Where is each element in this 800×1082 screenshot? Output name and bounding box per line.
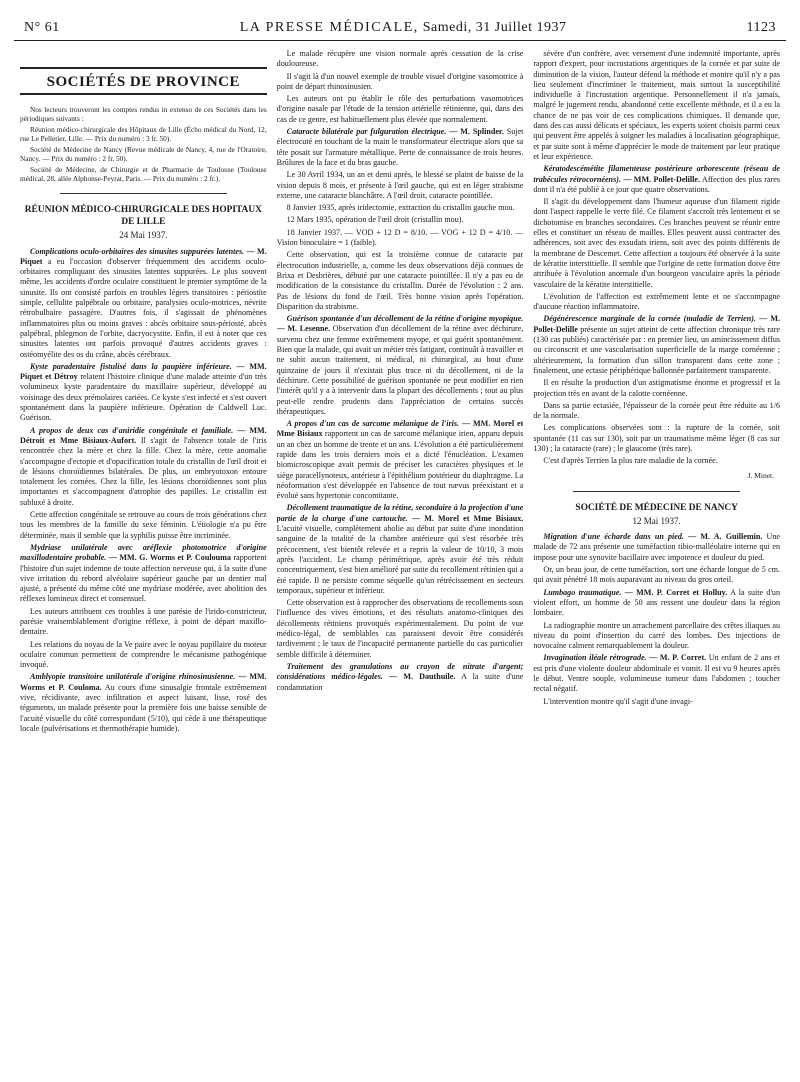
- column-3: [533, 49, 780, 1079]
- society-title: RÉUNION MÉDICO-CHIRURGICALE DES HOPITAUX DE LILLE: [24, 205, 262, 228]
- paragraph: Les auteurs attribuent ces troubles à une parésie de l'irido-constricteur, parésie vraisemblablement d'origine réflexe, à point de départ maxillo-dentaire.: [20, 606, 267, 637]
- page-number: 1123: [746, 20, 776, 35]
- paragraph: sévère d'un confrère, avec versement d'une indemnité importante, après rapport d'expert, pour incrustations argentiques de la cornée et par suite de diminution de la vision, l'auteur défend la méthode et montre qu'il n'y a pas lieu seulement d'incriminer le traitement, mais surtout la susceptibilité individuelle à l'incrustation argentique. Personnellement il n'a jamais, malgré le jugement rendu, abandonné cette excellente méthode, et il a eu la chance de ne pas voir de ces complications chimiques. Il demande que, dans des cas aussi délicats et spéciaux, les experts soient choisis parmi ceux qui peuvent être appelés à soigner les maladies à localisation géographique, et par suite sont à même d'apprécier le mode de traitement par leur pratique et leur expérience.: [533, 49, 781, 161]
- issue-date: Samedi, 31 Juillet 1937: [422, 20, 567, 35]
- column-2: [277, 49, 524, 1079]
- article: A propos de deux cas d'aniridie congénitale et familiale. — MM. Détroit et Mme Bisiaux-Aufort. Il s'agit de l'absence totale de l'iris rencontrée chez la mère et chez la fille. Chez la mère, cette anomalie s'accompagne d'ectopie et d'opacification totale du cristallin de l'œil droit et de lésions choroïdiennes bilatérales. De plus, un embryotoxon entoure totalement les cornées. Chez la fille, les lésions choroïdiennes sont plus importantes et s'accompagnent d'atrophie des papilles. Le cristallin est subluxé à droite.: [20, 425, 267, 507]
- paragraph: Les auteurs ont pu établir le rôle des perturbations vasomotrices d'origine nasale par l'étude de la tension artérielle rétinienne, qui, dans des cas de ce genre, est habituellement plus élevée que normalement.: [276, 94, 524, 124]
- meeting-date: 12 Mai 1937.: [632, 515, 681, 526]
- article: Mydriase unilatérale avec aréflexie photomotrice d'origine maxillodentaire probable. — MM. G. Worms et P. Coulouma rapportent l'histoire d'un sujet indemne de toute affection nerveuse qui, à la suite d'une vive irritation du rebord alvéolaire supérieur gauche par un dentier mal ajusté, a présenté du même côté une mydriase modérée, avec abolition des réflexes lumineux direct et consensuel.: [20, 542, 267, 604]
- paragraph: Il s'agit du développement dans l'humeur aqueuse d'un filament rigide dont l'aspect rappelle le verre filé. Ce filament s'accroît très lentement et se dichotomise en branches secondaires. Ces branches peuvent se réunir entre elles et constituer un réseau de mailles. Elles peuvent aussi contracter des adhérences, soit avec des exsudats iriens, soit avec des points différents de la membrane de Descemet. Cette affection a toujours été observée à la suite de kératite interstitielle. Il semble que l'origine de cette formation doive être attribuée à l'évolution anormale d'un bourgeon vasculaire après la période vasculaire de la kératite interstitielle.: [533, 197, 781, 289]
- issue-number: N° 61: [24, 20, 60, 35]
- section-heading: SOCIÉTÉS DE PROVINCE: [20, 67, 267, 95]
- paragraph: C'est d'après Terrien la plus rare maladie de la cornée.: [543, 456, 718, 466]
- paragraph: 8 Janvier 1935, après iridectomie, extraction du cristallin gauche mou.: [286, 203, 515, 213]
- column-1: [20, 49, 267, 1079]
- paragraph: Cette affection congénitale se retrouve au cours de trois générations chez tous les membres de la famille du sexe féminin. L'étiologie n'a pu être déterminée, mais il semble que la syphilis puisse être incriminée.: [20, 510, 267, 540]
- page-header: [14, 14, 786, 41]
- article: Amblyopie transitoire unilatérale d'origine rhinosinusienne. — MM. Worms et P. Couloma. Au cours d'une sinusalgie frontale extrêmement vive, récidivante, avec infiltration et aspect luisant, lisse, rosé des téguments, un malade présente pour la première fois une baisse sensible de l'acuité visuelle du côté correspondant (5/10), qui cède à une thérapeutique locale (pulvérisations et thermothérapie humide).: [20, 672, 267, 733]
- article: Kyste paradentaire fistulisé dans la paupière inférieure. — MM. Piquet et Détroy relatent l'histoire clinique d'une malade atteinte d'un très volumineux kyste paradentaire du maxillaire supérieur, développé au voisinage des deux prémolaires cariées. Ce kyste s'est infecté et s'est ouvert spontanément dans la paupière inférieure. Opération de Caldwell Luc. Guérison.: [20, 361, 267, 423]
- paragraph: Les relations du noyau de la Ve paire avec le noyau pupillaire du moteur oculaire commun permettent de comprendre le mécanisme pathogénique invoqué.: [20, 639, 267, 670]
- article: Lumbago traumatique. — MM. P. Corret et Holluy. A la suite d'un violent effort, un homme de 50 ans ressent une douleur dans la région lombaire.: [533, 587, 781, 618]
- paragraph: Dans sa partie ectasiée, l'épaisseur de la cornée peut être réduite au 1/6 de la normale.: [533, 400, 781, 421]
- article: A propos d'un cas de sarcome mélanique de l'iris. — MM. Morel et Mme Bisiaux rapportent un cas de sarcome mélanique irien, apparu depuis un an chez un homme de trente et un ans. L'évolution a été particulièrement rapide dans les trois derniers mois et a dicté l'énucléation. L'examen biomicroscopique avait permis de préciser les caractères physiques et le siège paracellynoteux, antérieur à l'épithélium postérieur du diaphragme. La néoformation s'est développée en l'absence de tout nævus préexistant et a évolué sans hypertonie concomitante.: [276, 419, 524, 501]
- article: Cataracte bilatérale par fulguration électrique. — M. Splinder. Sujet électrocuté en touchant de la main le transformateur électrique alors que sa tête posait sur l'armature métallique. Perte de connaissance de trois heures. Brûlures de la face et du bras gauche.: [276, 127, 524, 167]
- paragraph: Le malade récupère une vision normale après cessation de la crise douloureuse.: [276, 49, 524, 69]
- paragraph: Le 30 Avril 1934, un an et demi après, le blessé se plaint de baisse de la vision depuis 8 mois, et présente à l'œil gauche, qui est en léger strabisme externe, une cataracte blanchâtre. A l'œil droit, cataracte pointillée.: [276, 170, 524, 200]
- divider: [60, 193, 227, 194]
- paragraph: Or, un beau jour, de cette tuméfaction, sort une écharde longue de 5 cm. qui avait pénétré 18 mois auparavant au niveau du gros orteil.: [533, 565, 781, 585]
- paragraph: Cette observation, qui est la troisième connue de cataracte par électrocution industrielle, a, comme les deux observations déjà connues de Brixa et Desbrières, débuté par une cataracte pointillée. Il n'y a pas eu de modification de la consistance du cristallin. Durée de l'évolution : 2 ans. Pas de lésions du fond de l'œil. Très bonne vision après l'opération. Disparition du strabisme.: [276, 250, 524, 311]
- paragraph: 12 Mars 1935, opération de l'œil droit (cristallin mou).: [286, 215, 464, 225]
- paragraph: L'intervention montre qu'il s'agit d'une invagi-: [543, 696, 693, 706]
- paragraph: 18 Janvier 1937. — VOD + 12 D = 8/10. — VOG + 12 D = 4/10. — Vision binoculaire = 1 (faible).: [276, 227, 524, 248]
- article: Décollement traumatique de la rétine, secondaire à la projection d'une partie de la charge d'une cartouche. — M. Morel et Mme Bisiaux. L'acuité visuelle, complètement abolie au début par suite d'une inondation sanguine de la totalité de la chambre antérieure qui s'est résorbée très précocement, s'est bientôt relevée et a repris la valeur de 10/10, 3 mois après l'accident. Le champ périmétrique, après avoir été très réduit concentriquement, s'est bien amélioré par suite du recollement rétinien qui a été rapide. Il ne persiste comme séquelle qu'un rétrécissement en secteurs temporaux, supérieur et inférieur.: [276, 503, 524, 595]
- paragraph: Cette observation est à rapprocher des observations de recollements sous l'influence des vives émotions, et des résultats anatomo-cliniques des décollements rétiniens provoqués expérimentalement. Du point de vue médico-légal, de semblables cas paraissent devoir être considérés tardivement ; le taux de l'incapacité permanente partielle du cas particulier semble difficile à déterminer.: [276, 598, 524, 659]
- signature: J. Minet.: [747, 470, 775, 480]
- article: Traitement des granulations au crayon de nitrate d'argent; considérations médico-légales. — M. Dauthuile. A la suite d'une condamnation: [276, 661, 524, 692]
- intro-text: Nos lecteurs trouveront les comptes rendus in extenso de ces Sociétés dans les périodiques suivants :: [20, 105, 267, 124]
- paragraph: L'évolution de l'affection est extrêmement lente et ne s'accompagne d'aucune réaction inflammatoire.: [533, 291, 781, 312]
- article: Guérison spontanée d'un décollement de la rétine d'origine myopique. — M. Lesenne. Observation d'un décollement de la rétine avec déchirure, survenu chez une femme extrêmement myope, et qui guérit spontanément. Bien que la malade, qui avait un métier très fatigant, continuât à travailler et ne subit aucun traitement, ni médical, ni chirurgical, au bout d'une quinzaine de jours il n'existait plus trace ni du décollement, ni de la déchirure. Cette possibilité de guérison spontanée ne peut modifier en rien l'intérêt qu'il y a à intervenir dans la plupart des décollements ; tout au plus peut-elle rendre prudents dans l'appréciation de certains succès thérapeutiques.: [276, 314, 524, 416]
- society-title: SOCIÉTÉ DE MÉDECINE DE NANCY: [575, 502, 738, 513]
- divider: [573, 491, 740, 492]
- paragraph: Il s'agit là d'un nouvel exemple de trouble visuel d'origine vasomotrice à point de départ rhinosinusien.: [276, 71, 524, 91]
- journal-title: LA PRESSE MÉDICALE, Samedi, 31 Juillet 1937: [239, 20, 567, 35]
- intro-text: Réunion médico-chirurgicale des Hôpitaux de Lille (Écho médical du Nord, 12, rue Le Pelletier, Lille. — Prix du numéro : 3 fr. 50).: [20, 125, 267, 144]
- article: Migration d'une écharde dans un pied. — M. A. Guillemin. Une malade de 72 ans présente une tuméfaction tibio-malléolaire interne qui en impose pour une synovite bacillaire avec impotence et douleur du pied.: [533, 532, 781, 562]
- article: Complications oculo-orbitaires des sinusites suppurées latentes. — M. Piquet a eu l'occasion d'observer fréquemment des accidents oculo-orbitaires compliquant des sinusites latentes suppurées. Le plus souvent même, les accidents d'ordre oculaire constituent le premier symptôme de la sinusite. Ils ont consisté parfois en troubles légers transitoires : périostite simple, cellulite palpébrale ou orbitaire, paralysies oculo-motrices, névrite rétrobulbaire passagère. D'autres fois, il s'agissait de phénomènes inflammatoires plus ou moins graves : abcès orbitaire sous-périosté, abcès palpébral, phlegmon de l'orbite, dacryocystite. Enfin, il est à noter que ces sinusites latentes ont parfois provoqué d'autres accidents graves : ostéomyélite des os du crâne, abcès cérébraux.: [20, 246, 267, 359]
- paragraph: La radiographie montre un arrachement parcellaire des crêtes iliaques au niveau du point d'insertion du carré des lombes. Des injections de novocaïne calment remarquablement la douleur.: [533, 620, 781, 651]
- article: Dégénérescence marginale de la cornée (maladie de Terrien). — M. Pollet-Delille présente un sujet atteint de cette affection chronique très rare (130 cas publiés) caractérisée par : en premier lieu, un amincissement diffus ou circonscrit et une vascularisation superficielle de la marge cornéenne ; ultérieurement, la formation d'un sillon transparent dans cette zone ; finalement, une ectasie périphérique ballonnée parfaitement transparente.: [533, 314, 781, 375]
- intro-text: Société de Médecine, de Chirurgie et de Pharmacie de Toulouse (Toulouse médical, 28, allée Alphonse-Peyrat, Paris. — Prix du numéro : 2 fr.).: [20, 165, 267, 184]
- paragraph: Les complications observées sont : la rupture de la cornée, soit spontanée (11 cas sur 130), soit par un traumatisme même léger (8 cas sur 130) ; la cataracte (rare) ; le glaucome (très rare).: [533, 423, 781, 453]
- meeting-date: 24 Mai 1937.: [119, 230, 168, 241]
- intro-text: Société de Médecine de Nancy (Revue médicale de Nancy, 4, rue de l'Oratoire, Nancy. — Prix du numéro : 2 fr. 50).: [20, 145, 267, 164]
- paragraph: Il en résulte la production d'un astigmatisme énorme et progressif et la projection très en avant de la calotte cornéenne.: [533, 378, 781, 398]
- article: Invagination iléale rétrograde. — M. P. Corret. Un enfant de 2 ans et est pris d'une violente douleur abdominale et vomit. Il est vu 9 heures après le début. Ventre souple, volumineuse tumeur dans l'abdomen ; toucher rectal négatif.: [533, 653, 781, 694]
- article: Kératodescémétite filamenteuse postérieure arborescente (réseau de trabécules rétrocornéens). — MM. Pollet-Delille. Affection des plus rares dont il n'a été publié à ce jour que quatre observations.: [533, 164, 781, 194]
